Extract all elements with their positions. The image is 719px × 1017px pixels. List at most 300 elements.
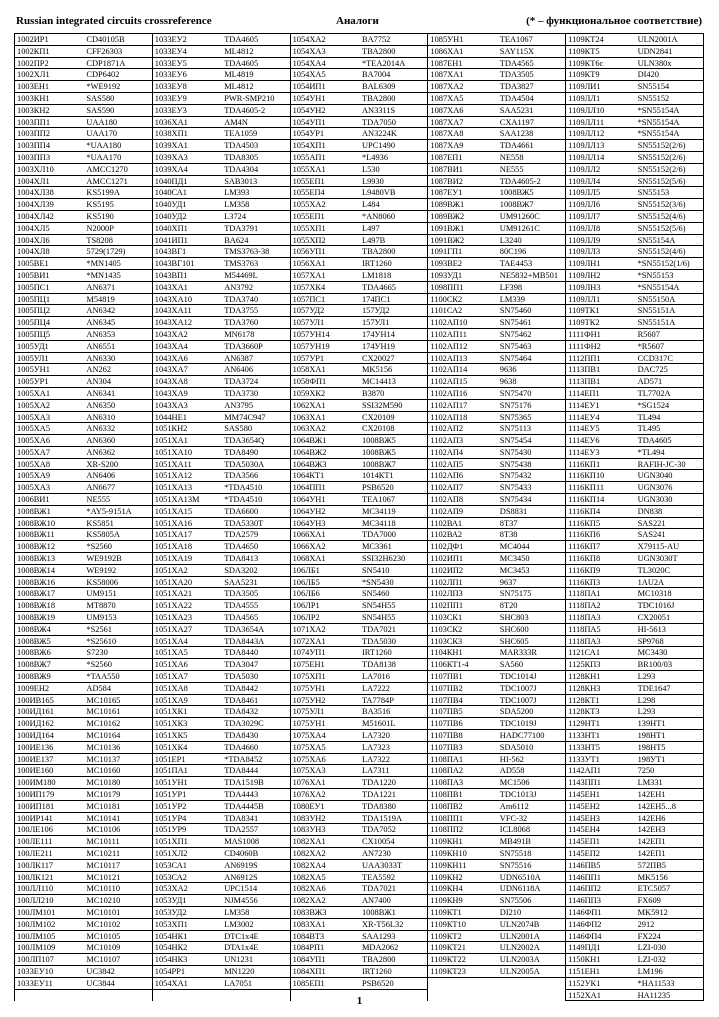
- russian-part-number: 1057ХК4: [292, 282, 326, 292]
- table-row: [15, 105, 152, 117]
- table-row: [566, 671, 703, 683]
- russian-part-number: 1085ЕП1: [292, 978, 325, 988]
- analog-part-number: AN304: [86, 377, 112, 387]
- analog-part-number: MC10211: [86, 848, 121, 858]
- table-row: [291, 577, 428, 589]
- russian-part-number: 1039ХА3: [154, 152, 188, 162]
- table-row: [566, 836, 703, 848]
- table-row: [291, 317, 428, 329]
- table-row: [566, 482, 703, 494]
- russian-part-number: 100ЛЛ210: [17, 896, 54, 906]
- russian-part-number: 1055ХА2: [292, 200, 326, 210]
- russian-part-number: 1109КН4: [430, 884, 463, 894]
- russian-part-number: 100ИД162: [17, 719, 54, 729]
- table-row: [566, 907, 703, 919]
- table-row: [428, 706, 565, 718]
- analog-part-number: SN55152(5/6): [637, 176, 686, 186]
- russian-part-number: 1063ХА2: [292, 424, 326, 434]
- table-row: [153, 624, 290, 636]
- russian-part-number: 1005ХА3: [17, 412, 51, 422]
- russian-part-number: 1146ФП4: [568, 931, 602, 941]
- analog-part-number: TDA4661: [499, 141, 534, 151]
- analog-part-number: L497: [361, 223, 380, 233]
- russian-part-number: 1056УП1: [292, 247, 326, 257]
- russian-part-number: 1106КТ1-4: [430, 660, 469, 670]
- table-row: [428, 140, 565, 152]
- table-row: [291, 128, 428, 140]
- table-column: [153, 34, 291, 1001]
- russian-part-number: 100ИМ180: [17, 778, 56, 788]
- table-row: [428, 659, 565, 671]
- analog-part-number: SN55152: [637, 93, 670, 103]
- russian-part-number: 1051УР9: [154, 825, 187, 835]
- russian-part-number: 1051УР4: [154, 813, 187, 823]
- table-row: [15, 813, 152, 825]
- analog-part-number: 198НТ5: [637, 742, 666, 752]
- russian-part-number: 1043ХА7: [154, 365, 188, 375]
- table-row: [15, 801, 152, 813]
- analog-part-number: SAA5231: [224, 577, 258, 587]
- russian-part-number: 1087ХА1: [430, 70, 464, 80]
- russian-part-number: 1108ПВ1: [430, 790, 463, 799]
- analog-part-number: SAA5231: [499, 105, 534, 115]
- table-row: [15, 435, 152, 447]
- table-row: [566, 636, 703, 648]
- analog-part-number: MC10141: [86, 813, 121, 823]
- russian-part-number: 1041ИП1: [154, 235, 188, 245]
- table-row: [428, 117, 565, 129]
- russian-part-number: 1008ВЖ10: [17, 518, 56, 528]
- table-row: [153, 235, 290, 247]
- analog-part-number: TDA5030: [224, 672, 259, 682]
- russian-part-number: 1051ХА18: [154, 542, 193, 552]
- analog-part-number: ML4812: [224, 82, 254, 92]
- table-row: [153, 482, 290, 494]
- analog-part-number: SN54H55: [361, 601, 396, 611]
- russian-part-number: 1051УР1: [154, 790, 187, 799]
- russian-part-number: 1109ТК1: [568, 306, 600, 316]
- table-row: [153, 400, 290, 412]
- table-row: [291, 848, 428, 860]
- russian-part-number: 100ИЕ136: [17, 742, 54, 752]
- analog-part-number: MB491B: [499, 837, 531, 847]
- table-row: [291, 942, 428, 954]
- russian-part-number: 1145ЕН4: [568, 825, 600, 835]
- analog-part-number: CD4060B: [224, 848, 259, 858]
- analog-part-number: MAS1008: [224, 837, 260, 847]
- analog-part-number: 142ЕН5...8: [637, 801, 676, 811]
- russian-part-number: 1109КТ21: [430, 943, 466, 953]
- table-row: [153, 258, 290, 270]
- russian-part-number: 1005ПЦ5: [17, 329, 51, 339]
- russian-part-number: 1071ХА2: [292, 624, 326, 634]
- table-row: [428, 647, 565, 659]
- analog-part-number: TDA3827: [499, 82, 534, 92]
- russian-part-number: 1118ПА1: [568, 589, 601, 599]
- russian-part-number: 1055ХА1: [292, 164, 326, 174]
- table-row: [428, 836, 565, 848]
- analog-part-number: UDN2841: [637, 46, 673, 56]
- analog-part-number: SN75175: [499, 589, 532, 599]
- russian-part-number: 1005ВЕ1: [17, 259, 49, 269]
- table-row: [291, 647, 428, 659]
- analog-part-number: FX224: [637, 931, 661, 941]
- table-row: [291, 34, 428, 46]
- russian-part-number: 1005ХА2: [17, 400, 51, 410]
- russian-part-number: 1087ХА9: [430, 141, 464, 151]
- analog-part-number: TDA3654A: [224, 624, 265, 634]
- analog-part-number: ULN2001A: [637, 35, 678, 44]
- analog-part-number: DTA1x4E: [224, 943, 259, 953]
- analog-part-number: SN55154: [637, 82, 670, 92]
- russian-part-number: 1064ПП1: [292, 483, 326, 493]
- russian-part-number: 1087ЕУ1: [430, 188, 463, 198]
- russian-part-number: 1102АП17: [430, 400, 468, 410]
- analog-part-number: *SN55154A: [637, 105, 680, 115]
- table-row: [428, 294, 565, 306]
- table-row: [291, 801, 428, 813]
- table-row: [291, 777, 428, 789]
- russian-part-number: 1051УН1: [154, 778, 188, 788]
- russian-part-number: 1146ФП1: [568, 907, 602, 917]
- table-row: [566, 211, 703, 223]
- russian-part-number: 1116КП1: [568, 459, 601, 469]
- table-row: [428, 942, 565, 954]
- russian-part-number: 1082ХА4: [292, 860, 326, 870]
- analog-part-number: SN5410: [361, 565, 390, 575]
- russian-part-number: 1043ХА3: [154, 400, 188, 410]
- russian-part-number: 1145ЕП2: [568, 848, 600, 858]
- table-row: [15, 588, 152, 600]
- analog-part-number: UC3842: [86, 966, 115, 976]
- russian-part-number: 1038ХП1: [154, 129, 188, 139]
- table-row: [291, 765, 428, 777]
- table-row: [15, 754, 152, 766]
- analog-part-number: IRT1260: [361, 259, 392, 269]
- table-row: [291, 636, 428, 648]
- russian-part-number: 106ЛР1: [292, 601, 320, 611]
- analog-part-number: 7250: [637, 766, 655, 776]
- table-row: [566, 659, 703, 671]
- russian-part-number: 1051ХК4: [154, 742, 188, 752]
- table-row: [566, 765, 703, 777]
- russian-part-number: 1005ВИ1: [17, 270, 50, 280]
- table-row: [291, 742, 428, 754]
- table-column: [566, 34, 704, 1001]
- table-row: [566, 69, 703, 81]
- table-row: [428, 577, 565, 589]
- russian-part-number: 1107ПВ5: [430, 707, 463, 717]
- table-row: [566, 341, 703, 353]
- analog-part-number: LA7222: [361, 683, 390, 693]
- russian-part-number: 1087ЕП1: [430, 152, 463, 162]
- russian-part-number: 1075ХА5: [292, 742, 326, 752]
- russian-part-number: 1008ВЖ9: [17, 672, 51, 682]
- analog-part-number: UAA3033T: [361, 860, 402, 870]
- analog-part-number: SN75365: [499, 412, 532, 422]
- table-row: [566, 447, 703, 459]
- analog-part-number: NE558: [499, 152, 524, 162]
- analog-part-number: MC10164: [86, 731, 121, 741]
- russian-part-number: 1116КП3: [568, 577, 601, 587]
- russian-part-number: 1075УН2: [292, 695, 326, 705]
- table-row: [153, 942, 290, 954]
- russian-part-number: 1102ЛП1: [430, 577, 463, 587]
- table-row: [566, 848, 703, 860]
- analog-part-number: ULN2003A: [499, 955, 540, 965]
- analog-part-number: BA3516: [361, 707, 391, 717]
- russian-part-number: 1043ХА12: [154, 318, 193, 328]
- analog-part-number: MC10318: [637, 589, 672, 599]
- analog-part-number: TEA1067: [361, 495, 396, 505]
- russian-part-number: 1118ПА3: [568, 613, 601, 623]
- russian-part-number: 1075ЕН1: [292, 660, 325, 670]
- russian-part-number: 1005ХА7: [17, 447, 51, 457]
- analog-part-number: 142ЕН6: [637, 813, 666, 823]
- table-row: [153, 117, 290, 129]
- table-row: [153, 459, 290, 471]
- russian-part-number: 1005УД1: [17, 341, 49, 351]
- table-row: [15, 199, 152, 211]
- russian-part-number: 1083УН3: [292, 825, 326, 835]
- russian-part-number: 1109ЛЛ9: [568, 235, 601, 245]
- russian-part-number: 1109ЛЛ6: [568, 200, 601, 210]
- russian-part-number: 1128КТ1: [568, 695, 600, 705]
- table-row: [153, 895, 290, 907]
- table-row: [428, 81, 565, 93]
- table-row: [291, 695, 428, 707]
- table-row: [428, 494, 565, 506]
- table-row: [566, 600, 703, 612]
- table-row: [566, 81, 703, 93]
- russian-part-number: 1040ПД1: [154, 176, 188, 186]
- russian-part-number: 1057УЛ1: [292, 318, 325, 328]
- russian-part-number: 1109КН11: [430, 860, 467, 870]
- analog-part-number: AN6362: [86, 447, 116, 457]
- russian-part-number: 1043ВП1: [154, 270, 188, 280]
- russian-part-number: 1064ВЖ3: [292, 459, 327, 469]
- analog-part-number: *AY5-9151A: [86, 506, 132, 516]
- russian-part-number: 1062ХА1: [292, 400, 326, 410]
- russian-part-number: 1082ХА2: [292, 848, 326, 858]
- russian-part-number: 1102АП16: [430, 388, 468, 398]
- analog-part-number: SN55152(2/6): [637, 164, 686, 174]
- analog-part-number: SN75461: [499, 318, 532, 328]
- table-row: [566, 388, 703, 400]
- russian-part-number: 1109ЛЛ10: [568, 105, 605, 115]
- table-row: [291, 895, 428, 907]
- russian-part-number: 100ИП179: [17, 790, 55, 799]
- table-row: [428, 470, 565, 482]
- table-row: [15, 317, 152, 329]
- analog-part-number: AN6310: [86, 412, 116, 422]
- analog-part-number: BA7004: [361, 70, 391, 80]
- analog-part-number: 2912: [637, 919, 655, 929]
- table-column: [15, 34, 153, 1001]
- russian-part-number: 1054ХА5: [292, 70, 326, 80]
- russian-part-number: 1064КТ1: [292, 471, 325, 481]
- table-row: [153, 765, 290, 777]
- table-row: [566, 942, 703, 954]
- table-row: [291, 258, 428, 270]
- russian-part-number: 1087ХА7: [430, 117, 464, 127]
- russian-part-number: 1051ХА6: [154, 660, 188, 670]
- russian-part-number: 1075УН1: [292, 683, 326, 693]
- table-row: [566, 46, 703, 58]
- russian-part-number: 1075УН1: [292, 719, 326, 729]
- russian-part-number: 1057УР1: [292, 353, 325, 363]
- table-row: [15, 364, 152, 376]
- table-row: [153, 966, 290, 978]
- russian-part-number: 1114ЕУ4: [568, 412, 600, 422]
- analog-part-number: *TL494: [637, 447, 665, 457]
- russian-part-number: 1102ИП1: [430, 554, 464, 564]
- russian-part-number: 1033ЕУ4: [154, 46, 187, 56]
- analog-part-number: TDA4503: [224, 141, 259, 151]
- table-row: [566, 624, 703, 636]
- analog-part-number: NE555: [86, 495, 111, 505]
- russian-part-number: 1008ВЖ17: [17, 589, 56, 599]
- russian-part-number: 1005ХА8: [17, 459, 51, 469]
- russian-part-number: 1057УД2: [292, 306, 325, 316]
- table-row: [15, 553, 152, 565]
- russian-part-number: 1055ЕП1: [292, 211, 325, 221]
- table-row: [15, 482, 152, 494]
- table-row: [566, 529, 703, 541]
- analog-part-number: LM1818: [361, 270, 392, 280]
- analog-part-number: HADC77100: [499, 731, 545, 741]
- table-row: [428, 128, 565, 140]
- analog-part-number: SN75113: [499, 424, 532, 434]
- analog-part-number: CX10054: [361, 837, 395, 847]
- analog-part-number: 198УТ1: [637, 754, 666, 764]
- table-row: [15, 836, 152, 848]
- table-row: [15, 400, 152, 412]
- russian-part-number: 1083УН2: [292, 813, 326, 823]
- analog-part-number: UM91260C: [499, 211, 540, 221]
- table-row: [15, 305, 152, 317]
- analog-part-number: SN75438: [499, 459, 532, 469]
- analog-part-number: TDC1014J: [499, 672, 537, 682]
- russian-part-number: 1036ХА1: [154, 117, 188, 127]
- analog-part-number: CCD317C: [637, 353, 673, 363]
- analog-part-number: MDA2062: [361, 943, 399, 953]
- russian-part-number: 1102АП7: [430, 483, 464, 493]
- table-row: [153, 978, 290, 990]
- analog-part-number: SDA5200: [499, 707, 534, 717]
- analog-part-number: *SN5430: [361, 577, 394, 587]
- table-row: [153, 588, 290, 600]
- analog-part-number: MC10121: [86, 872, 121, 882]
- russian-part-number: 1086ХА1: [430, 46, 464, 56]
- russian-part-number: 1054НК2: [154, 943, 188, 953]
- table-row: [15, 246, 152, 258]
- russian-part-number: 1008ВЖ5: [17, 636, 51, 646]
- table-row: [153, 317, 290, 329]
- analog-part-number: ULN380x: [637, 58, 672, 68]
- russian-part-number: 1109КТ2: [430, 931, 462, 941]
- russian-part-number: 1005ПЦ1: [17, 294, 51, 304]
- table-row: [15, 942, 152, 954]
- table-row: [428, 364, 565, 376]
- table-row: [153, 600, 290, 612]
- russian-part-number: 1043ХА10: [154, 294, 193, 304]
- analog-part-number: AMCC1271: [86, 176, 128, 186]
- analog-part-number: LM196: [637, 966, 663, 976]
- analog-part-number: 1008ВЖ5: [361, 436, 396, 446]
- table-row: [291, 105, 428, 117]
- table-row: [15, 34, 152, 46]
- analog-part-number: BA624: [224, 235, 249, 245]
- analog-part-number: SN75470: [499, 388, 532, 398]
- russian-part-number: 1084ВТ3: [292, 931, 325, 941]
- russian-part-number: 1146ПП1: [568, 872, 601, 882]
- table-row: [153, 470, 290, 482]
- russian-part-number: 1113ПВ1: [568, 365, 601, 375]
- table-row: [15, 58, 152, 70]
- analog-part-number: AD571: [637, 377, 663, 387]
- analog-part-number: ICL8068: [499, 825, 531, 835]
- table-row: [153, 329, 290, 341]
- table-row: [566, 376, 703, 388]
- russian-part-number: 1102АП3: [430, 436, 464, 446]
- table-row: [291, 164, 428, 176]
- russian-part-number: 1111ФН2: [568, 341, 601, 351]
- table-row: [15, 235, 152, 247]
- page-number: 1: [356, 995, 363, 1007]
- table-row: [291, 353, 428, 365]
- analog-part-number: CD40105B: [86, 35, 125, 44]
- russian-part-number: 1051ХК1: [154, 707, 188, 717]
- table-row: [291, 565, 428, 577]
- analog-part-number: LZI-030: [637, 943, 666, 953]
- analog-part-number: AN6330: [86, 353, 116, 363]
- russian-part-number: 1109ЛИ1: [568, 82, 601, 92]
- analog-part-number: LA7320: [361, 731, 390, 741]
- russian-part-number: 1051ХА8: [154, 683, 188, 693]
- russian-part-number: 100ЛМ101: [17, 907, 56, 917]
- russian-part-number: 1103СК1: [430, 613, 463, 623]
- table-row: [15, 470, 152, 482]
- russian-part-number: 1057УН14: [292, 329, 330, 339]
- russian-part-number: 1074УП1: [292, 648, 326, 658]
- russian-part-number: 1051ХП1: [154, 837, 188, 847]
- russian-part-number: 100ЛЕ106: [17, 825, 53, 835]
- analog-part-number: *S2561: [86, 624, 112, 634]
- table-row: [566, 470, 703, 482]
- russian-part-number: 1116КП4: [568, 506, 601, 516]
- russian-part-number: 1107ПВ6: [430, 719, 463, 729]
- russian-part-number: 1109ЛЛ11: [568, 117, 605, 127]
- table-row: [153, 612, 290, 624]
- analog-part-number: MC3450: [499, 554, 530, 564]
- analog-part-number: TDA4650: [224, 542, 259, 552]
- russian-part-number: 1054РР1: [154, 966, 186, 976]
- table-row: [291, 919, 428, 931]
- analog-part-number: AN6677: [86, 483, 116, 493]
- table-row: [15, 270, 152, 282]
- table-row: [566, 695, 703, 707]
- analog-part-number: M51601L: [361, 719, 396, 729]
- analog-part-number: AN7230: [361, 848, 391, 858]
- russian-part-number: 1087ВИ1: [430, 164, 463, 174]
- table-row: [153, 34, 290, 46]
- table-row: [566, 435, 703, 447]
- table-row: [15, 647, 152, 659]
- table-row: [291, 754, 428, 766]
- table-row: [428, 718, 565, 730]
- russian-part-number: 1109ТК2: [568, 318, 600, 328]
